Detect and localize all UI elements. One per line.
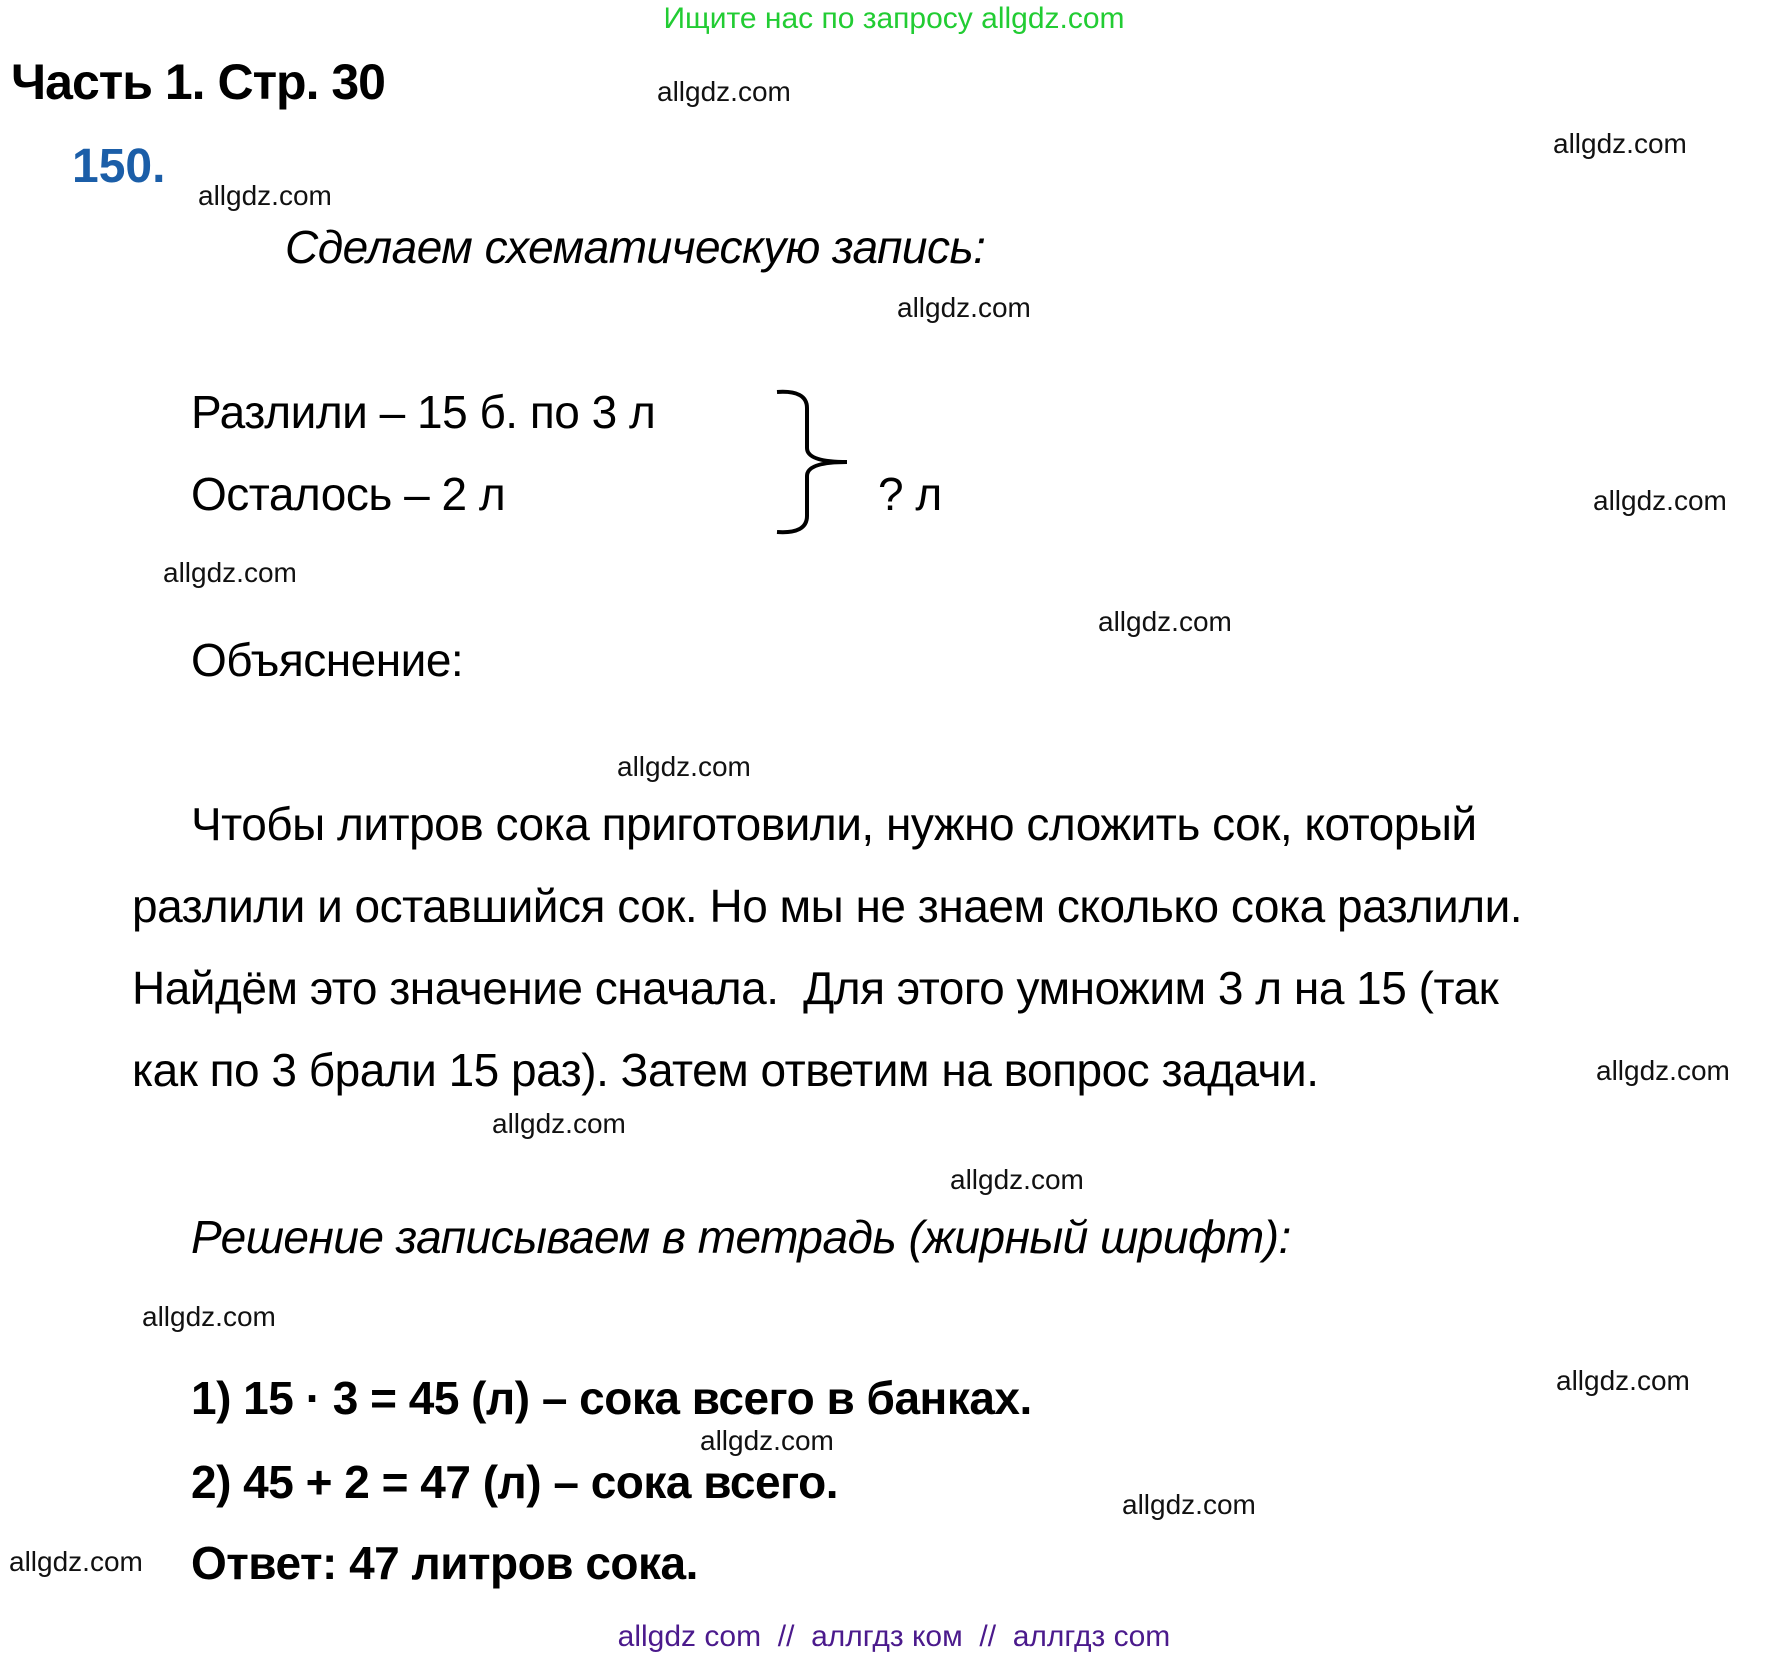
- watermark: allgdz.com: [700, 1425, 834, 1456]
- watermark: allgdz.com: [1098, 606, 1232, 637]
- page-heading: Часть 1. Стр. 30: [11, 54, 385, 110]
- explanation-line: Чтобы литров сока приготовили, нужно сложить сок, который: [191, 798, 1477, 850]
- solution-title: Решение записываем в тетрадь (жирный шрифт):: [191, 1211, 1291, 1263]
- solution-step-2: 2) 45 + 2 = 47 (л) – сока всего.: [191, 1456, 839, 1508]
- watermark: allgdz.com: [617, 751, 751, 782]
- schema-line-remaining: Осталось – 2 л: [191, 468, 506, 520]
- watermark: allgdz.com: [1553, 128, 1687, 159]
- footer-links: allgdz com // аллгдз ком // аллгдз com: [617, 1620, 1171, 1653]
- explanation-line: Найдём это значение сначала. Для этого умножим 3 л на 15 (так: [132, 962, 1499, 1014]
- watermark: allgdz.com: [1556, 1365, 1690, 1396]
- schema-line-poured: Разлили – 15 б. по 3 л: [191, 386, 656, 438]
- watermark: allgdz.com: [198, 180, 332, 211]
- schema-title: Сделаем схематическую запись:: [285, 221, 986, 273]
- watermark: allgdz.com: [1122, 1489, 1256, 1520]
- explanation-title: Объяснение:: [191, 634, 464, 686]
- watermark: allgdz.com: [1596, 1055, 1730, 1086]
- watermark: allgdz.com: [897, 292, 1031, 323]
- header-promo: Ищите нас по запросу allgdz.com: [663, 2, 1125, 35]
- answer: Ответ: 47 литров сока.: [191, 1537, 698, 1589]
- solution-step-1: 1) 15 · 3 = 45 (л) – сока всего в банках.: [191, 1372, 1032, 1424]
- watermark: allgdz.com: [657, 76, 791, 107]
- task-number: 150.: [72, 140, 166, 193]
- watermark: allgdz.com: [1593, 485, 1727, 516]
- watermark: allgdz.com: [163, 557, 297, 588]
- watermark: allgdz.com: [950, 1164, 1084, 1195]
- schema-question: ? л: [878, 468, 942, 520]
- explanation-line: разлили и оставшийся сок. Но мы не знаем сколько сока разлили.: [132, 880, 1523, 932]
- watermark: allgdz.com: [9, 1546, 143, 1577]
- watermark: allgdz.com: [142, 1301, 276, 1332]
- curly-brace-icon: [775, 388, 855, 536]
- watermark: allgdz.com: [492, 1108, 626, 1139]
- explanation-line: как по 3 брали 15 раз). Затем ответим на вопрос задачи.: [132, 1044, 1319, 1096]
